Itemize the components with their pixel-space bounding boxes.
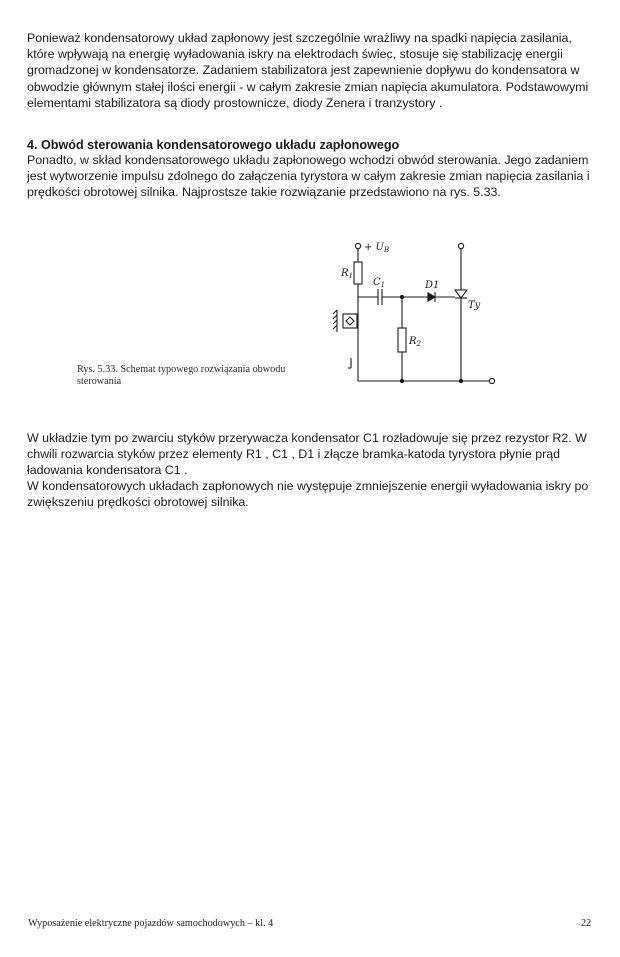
circuit-diagram <box>315 236 515 396</box>
paragraph-operation: W układzie tym po zwarciu styków przerywacza kondensator C1 rozładowuje się przez rezystor R2. W chwili rozwarcia styków przez elementy R1 , C1 , D1 i złącze bramka-katoda tyrystora płynie prąd ładowania kondensatora C1 . <box>27 431 587 478</box>
figure-caption: Rys. 5.33. Schemat typowego rozwiązania obwodu sterowania <box>77 364 286 387</box>
diode-d1 <box>428 293 435 301</box>
paragraph-conclusion: W kondensatorowych układach zapłonowych nie występuje zmniejszenie energii wyładowania iskry po zwiększeniu prędkości obrotowej silnika. <box>27 479 589 510</box>
supply-terminal <box>355 243 360 248</box>
label-r1: $R_1$ <box>341 268 353 280</box>
thyristor-ty <box>455 290 467 298</box>
resistor-r2 <box>398 328 406 352</box>
paragraph-control-circuit: Ponadto, w skład kondensatorowego układu zapłonowego wchodzi obwód sterowania. Jego zadaniem jest wytworzenie impulsu zdolnego do załączenia tyrystora w całym zakresie zmian napięcia zasilania i prędkości obrotowej silnika. Najprostsze takie rozwiązanie przedstawiono na rys. 5.33. <box>27 153 590 200</box>
label-d1: D1 <box>425 280 440 291</box>
label-ty: Ty <box>468 300 481 311</box>
output-terminal <box>489 378 494 383</box>
label-r2: $R_2$ <box>409 336 421 348</box>
label-c1: $C_1$ <box>373 277 386 289</box>
label-supply: + $U_B$ <box>364 242 390 254</box>
page-number: 22 <box>581 918 592 929</box>
section-heading: 4. Obwód sterowania kondensatorowego układu zapłonowego <box>27 138 400 152</box>
paragraph-stabilization: Ponieważ kondensatorowy układ zapłonowy jest szczególnie wrażliwy na spadki napięcia zasilania, które wpływają na energię wyładowania iskry na elektrodach świec, stosuje się stabilizację energii gromadzonej w kondensatorze. Zadaniem stabilizatora jest zapewnienie dopływu do kondensatora w obwodzie głównym stałej ilości energii - w całym zakresie zmian napięcia akumulatora. Podstawowymi elementami stabilizatora są diody prostownicze, diody Zenera i tranzystory . <box>27 31 589 110</box>
resistor-r1 <box>354 262 362 284</box>
footer-title: Wyposażenie elektryczne pojazdów samochodowych – kl. 4 <box>28 918 274 929</box>
thyristor-anode-terminal <box>458 243 463 248</box>
breaker-cam <box>343 314 357 328</box>
